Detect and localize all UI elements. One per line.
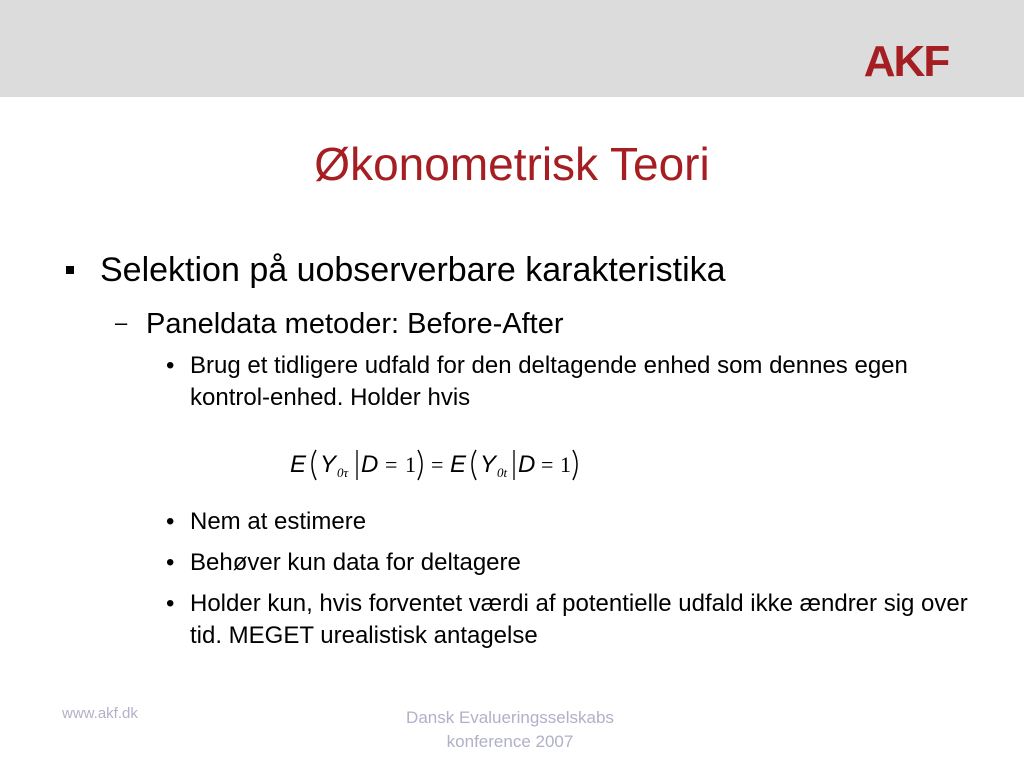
formula-lhs-equals: =	[385, 452, 398, 477]
dot-bullet-icon: •	[166, 508, 175, 535]
bullet-level3-text: Nem at estimere	[190, 508, 367, 535]
bullet-level2-text: Paneldata metoder: Before-After	[146, 308, 564, 340]
footer-conference: Dansk Evalueringsselskabs konference 2007	[406, 708, 614, 751]
formula-lhs-d: D	[361, 451, 379, 478]
formula-rhs-value: 1	[560, 452, 571, 477]
formula-lhs-value: 1	[405, 452, 416, 477]
bullet-level3-text: Brug et tidligere udfald for den deltagende enhed som dennes egen kontrol-enhed. Holder hvis	[190, 352, 908, 411]
bullet-level3-text: Behøver kun data for deltagere	[190, 549, 521, 576]
dash-icon: –	[115, 310, 128, 335]
formula-rhs-sub: 0t	[497, 465, 508, 480]
formula-rhs-equals: =	[541, 452, 554, 477]
formula	[290, 444, 590, 488]
formula-lhs-e: E	[290, 451, 307, 478]
formula-rhs-e: E	[450, 451, 467, 478]
formula-rhs-d: D	[518, 451, 536, 478]
logo-text: AKF	[863, 40, 949, 80]
dot-bullet-icon: •	[166, 590, 175, 617]
formula-equals: =	[431, 452, 444, 477]
formula-lhs-y: Y	[320, 451, 337, 478]
formula-rhs-y: Y	[480, 451, 497, 478]
formula-lhs-sub: 0τ	[337, 465, 349, 480]
dot-bullet-icon: •	[166, 352, 175, 379]
bullet-level1-text: Selektion på uobserverbare karakteristika	[100, 251, 726, 289]
akf-logo	[838, 40, 974, 80]
footer-url[interactable]: www.akf.dk	[62, 705, 138, 722]
square-bullet-icon	[66, 266, 74, 274]
bullet-level3-text: Holder kun, hvis forventet værdi af potentielle udfald ikke ændrer sig over tid. MEGET urealistisk antagelse	[190, 590, 968, 649]
slide-title: Økonometrisk Teori	[314, 138, 710, 190]
dot-bullet-icon: •	[166, 549, 175, 576]
